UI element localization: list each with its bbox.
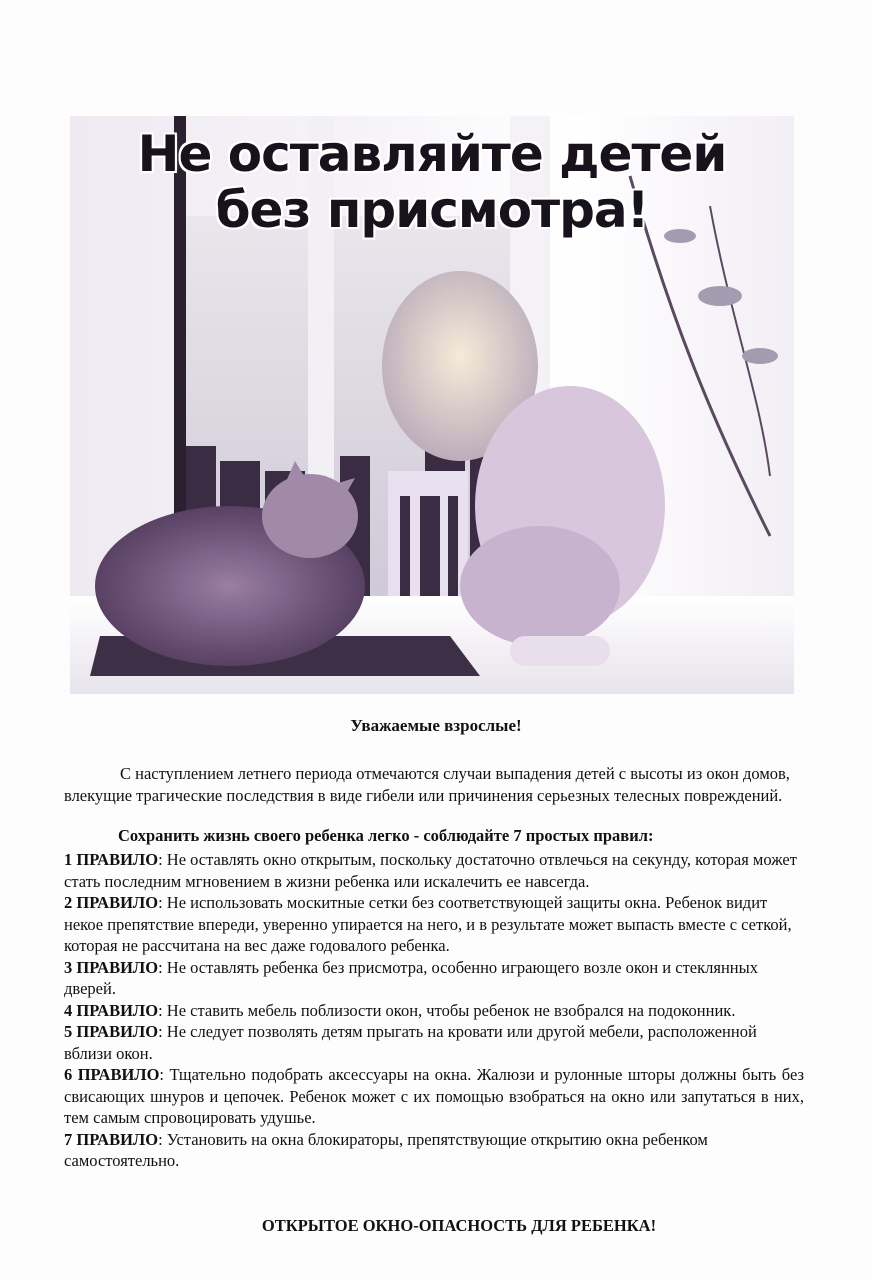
rule-7 bbox=[64, 1129, 804, 1172]
rule-1-label: 1 ПРАВИЛО bbox=[64, 850, 159, 869]
rule-7-text: : Установить на окна блокираторы, препятствующие открытию окна ребенком самостоятельно. bbox=[64, 1129, 708, 1170]
rule-4-label: 4 ПРАВИЛО bbox=[64, 1000, 159, 1020]
poster-headline bbox=[70, 126, 794, 238]
rule-1 bbox=[64, 849, 804, 892]
rule-3 bbox=[64, 957, 804, 1000]
rules-list bbox=[64, 849, 804, 1172]
closing-warning: ОТКРЫТОЕ ОКНО-ОПАСНОСТЬ ДЛЯ РЕБЕНКА! bbox=[261, 1216, 657, 1235]
intro-paragraph: С наступлением летнего периода отмечаются случаи выпадения детей с высоты из окон домов, влекущие трагические последствия в виде гибели или причинения серьезных телесных повреждений. bbox=[64, 764, 790, 805]
rule-6-text: : Тщательно подобрать аксессуары на окна. Жалюзи и рулонные шторы должны быть без свисающих шнуров и цепочек. Ребенок может с их помощью взобраться на окно или запутаться в них, тем самым спровоцировать удушье. bbox=[64, 1065, 805, 1127]
rule-6-label: 6 ПРАВИЛО bbox=[64, 1065, 160, 1084]
rule-4 bbox=[64, 1000, 804, 1022]
greeting-heading: Уважаемые взрослые! bbox=[350, 716, 522, 735]
rule-5 bbox=[64, 1021, 804, 1064]
rule-6 bbox=[64, 1064, 804, 1129]
rule-4-text: : Не ставить мебель поблизости окон, чтобы ребенок не взобрался на подоконник. bbox=[158, 1000, 736, 1020]
poster-image bbox=[70, 116, 794, 694]
rule-2-label: 2 ПРАВИЛО bbox=[64, 893, 159, 912]
rules-subheading: Сохранить жизнь своего ребенка легко - соблюдайте 7 простых правил: bbox=[118, 826, 654, 845]
rule-2-text: : Не использовать москитные сетки без соответствующей защиты окна. Ребенок видит некое препятствие впереди, уверенно упирается на него, и в результате может выпасть вместе с сеткой, которая не рассчитана на вес даже годовалого ребенка. bbox=[64, 893, 792, 955]
poster-headline-line2: без присмотра! bbox=[215, 181, 649, 239]
rule-3-text: : Не оставлять ребенка без присмотра, особенно играющего возле окон и стеклянных дверей. bbox=[64, 957, 758, 998]
rule-5-label: 5 ПРАВИЛО bbox=[64, 1022, 159, 1041]
rule-2 bbox=[64, 892, 804, 957]
rule-1-text: : Не оставлять окно открытым, поскольку достаточно отвлечься на секунду, которая может стать последним мгновением в жизни ребенка или искалечить ее навсегда. bbox=[64, 850, 797, 891]
rule-5-text: : Не следует позволять детям прыгать на кровати или другой мебели, расположенной вблизи окон. bbox=[64, 1022, 757, 1063]
rule-7-label: 7 ПРАВИЛО bbox=[64, 1129, 159, 1149]
poster-headline-line1: Не оставляйте детей bbox=[137, 125, 727, 183]
rule-3-label: 3 ПРАВИЛО bbox=[64, 957, 159, 977]
